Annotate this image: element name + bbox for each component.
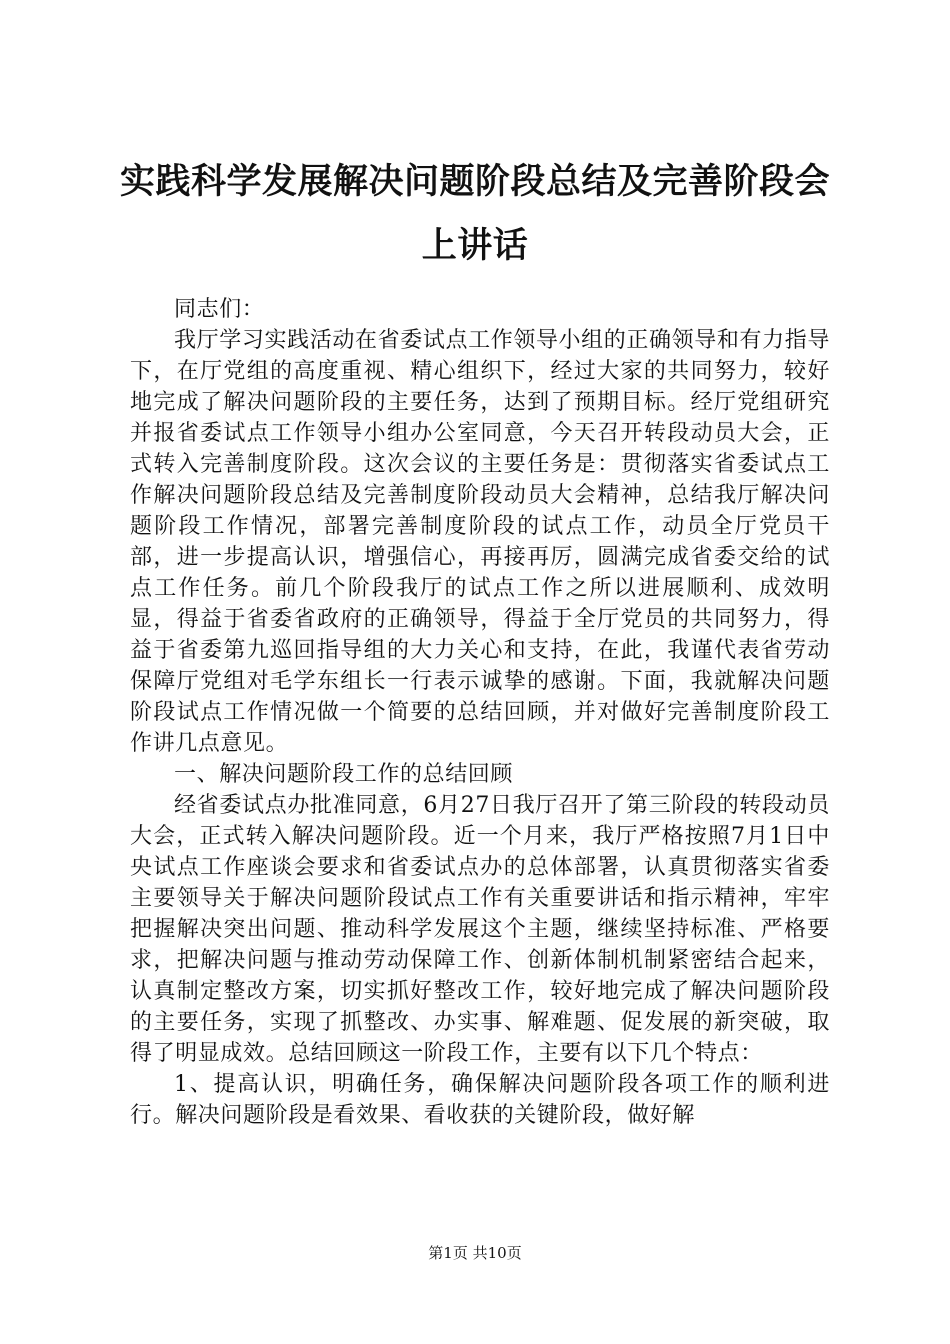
paragraph: 经省委试点办批准同意，6月27日我厅召开了第三阶段的转段动员大会，正式转入解决问题阶段。近一个月来，我厅严格按照7月1日中央试点工作座谈会要求和省委试点办的总体部署，认真贯彻落实省委主要领导关于解决问题阶段试点工作有关重要讲话和指示精神，牢牢把握解决突出问题、推动科学发展这个主题，继续坚持标准、严格要求，把解决问题与推动劳动保障工作、创新体制机制紧密结合起来，认真制定整改方案，切实抓好整改工作，较好地完成了解决问题阶段的主要任务，实现了抓整改、办实事、解难题、促发展的新突破，取得了明显成效。总结回顾这一阶段工作，主要有以下几个特点： [130,793,830,1066]
paragraph: 我厅学习实践活动在省委试点工作领导小组的正确领导和有力指导下，在厅党组的高度重视、精心组织下，经过大家的共同努力，较好地完成了解决问题阶段的主要任务，达到了预期目标。经厅党组研究并报省委试点工作领导小组办公室同意，今天召开转段动员大会，正式转入完善制度阶段。这次会议的主要任务是：贯彻落实省委试点工作解决问题阶段总结及完善制度阶段动员大会精神，总结我厅解决问题阶段工作情况，部署完善制度阶段的试点工作，动员全厅党员干部，进一步提高认识，增强信心，再接再厉，圆满完成省委交给的试点工作任务。前几个阶段我厅的试点工作之所以进展顺利、成效明显，得益于省委省政府的正确领导，得益于全厅党员的共同努力，得益于省委第九巡回指导组的大力关心和支持，在此，我谨代表省劳动保障厅党组对毛学东组长一行表示诚挚的感谢。下面，我就解决问题阶段试点工作情况做一个简要的总结回顾，并对做好完善制度阶段工作讲几点意见。 [130,328,830,756]
section-heading: 一、解决问题阶段工作的总结回顾 [174,762,514,787]
paragraph: 1、提高认识，明确任务，确保解决问题阶段各项工作的顺利进行。解决问题阶段是看效果、看收获的关键阶段，做好解 [130,1072,830,1128]
document-body [130,294,830,1131]
page-number-footer: 第1页 共10页 [428,1244,522,1262]
salutation: 同志们： [174,297,265,322]
document-title: 实践科学发展解决问题阶段总结及完善阶段会上讲话 [119,161,830,266]
